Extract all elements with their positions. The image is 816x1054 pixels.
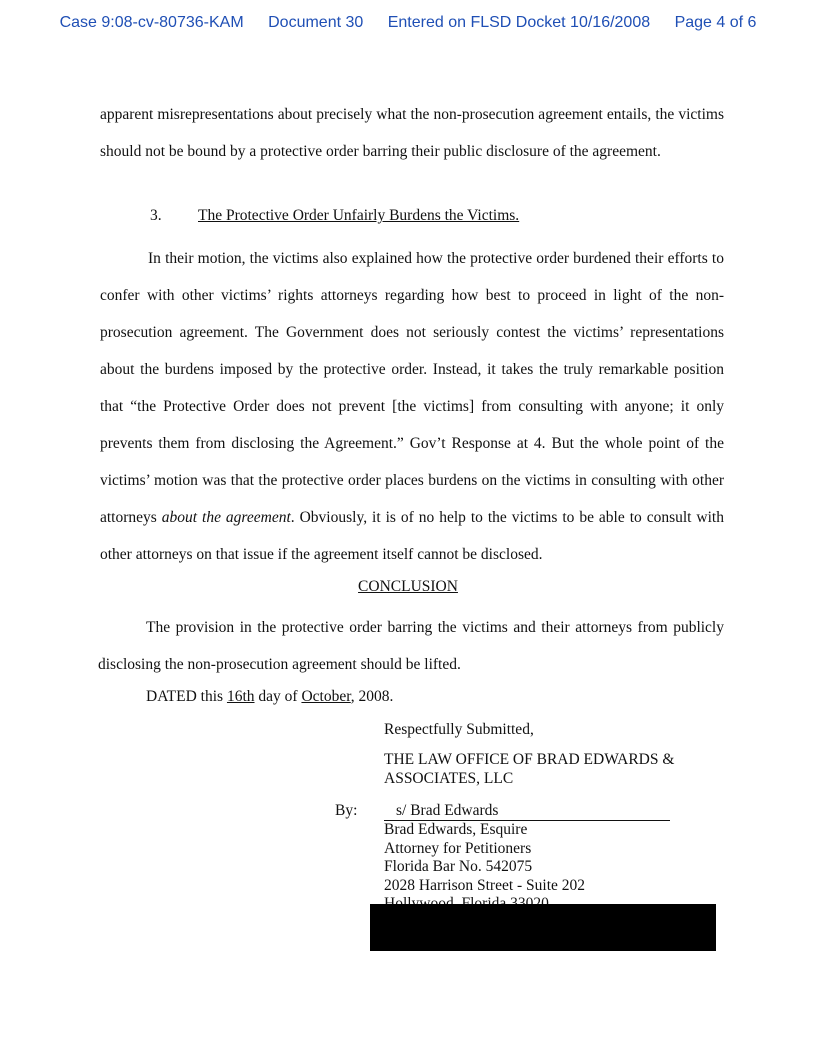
- firm-name-line-2: ASSOCIATES, LLC: [384, 770, 514, 787]
- attorney-name: Brad Edwards, Esquire: [384, 821, 528, 838]
- paragraph-emphasis: about the agreement: [161, 509, 291, 526]
- paragraph-continuation: apparent misrepresentations about precisely what the non-prosecution agreement entails, the victims should not be bound by a protective order barring their public disclosure of the agreement.: [100, 106, 724, 160]
- signature-closing: Respectfully Submitted,: [384, 721, 534, 738]
- page-number: Page 4 of 6: [674, 14, 757, 31]
- paragraph-argument: [100, 240, 724, 573]
- conclusion-heading: CONCLUSION: [358, 578, 458, 595]
- section-title: The Protective Order Unfairly Burdens the Victims.: [198, 207, 520, 224]
- dated-month: October: [301, 688, 351, 705]
- section-heading: [150, 207, 519, 225]
- dated-day: 16th: [226, 688, 255, 705]
- firm-name-line-1: THE LAW OFFICE OF BRAD EDWARDS &: [384, 751, 675, 768]
- document-number: Document 30: [268, 14, 364, 31]
- by-label: By:: [335, 802, 358, 819]
- attorney-block: [384, 821, 585, 914]
- dated-middle: day of: [254, 688, 302, 705]
- case-number: Case 9:08-cv-80736-KAM: [59, 14, 244, 31]
- docket-header: [0, 14, 816, 32]
- signature-line: s/ Brad Edwards: [384, 802, 670, 821]
- redaction-box: [370, 904, 716, 951]
- section-number: 3.: [150, 207, 162, 224]
- dated-prefix: DATED this: [146, 688, 227, 705]
- attorney-role: Attorney for Petitioners: [384, 839, 532, 857]
- entered-date: Entered on FLSD Docket 10/16/2008: [387, 14, 651, 31]
- bar-number: Florida Bar No. 542075: [384, 858, 533, 875]
- dated-suffix: , 2008.: [350, 688, 394, 705]
- firm-name: [384, 750, 724, 788]
- paragraph-text-2: . Obviously, it is of no help to the victims to be able to consult with other attorneys on that issue if the agreement itself cannot be disclosed.: [100, 509, 724, 563]
- dated-line: [146, 688, 393, 706]
- address-line-1: 2028 Harrison Street - Suite 202: [384, 876, 586, 894]
- paragraph-conclusion: The provision in the protective order barring the victims and their attorneys from publicly disclosing the non-prosecution agreement should be lifted.: [98, 619, 724, 673]
- paragraph-text-1: In their motion, the victims also explained how the protective order burdened their efforts to confer with other victims’ rights attorneys regarding how best to proceed in light of the non-prosecution agreement. The Government does not seriously contest the victims’ representations about the burdens imposed by the protective order. Instead, it takes the truly remarkable position that “the Protective Order does not prevent [the victims] from consulting with anyone; it only prevents them from disclosing the Agreement.” Gov’t Response at 4. But the whole point of the victims’ motion was that the protective order places burdens on the victims in consulting with other attorneys: [100, 250, 724, 526]
